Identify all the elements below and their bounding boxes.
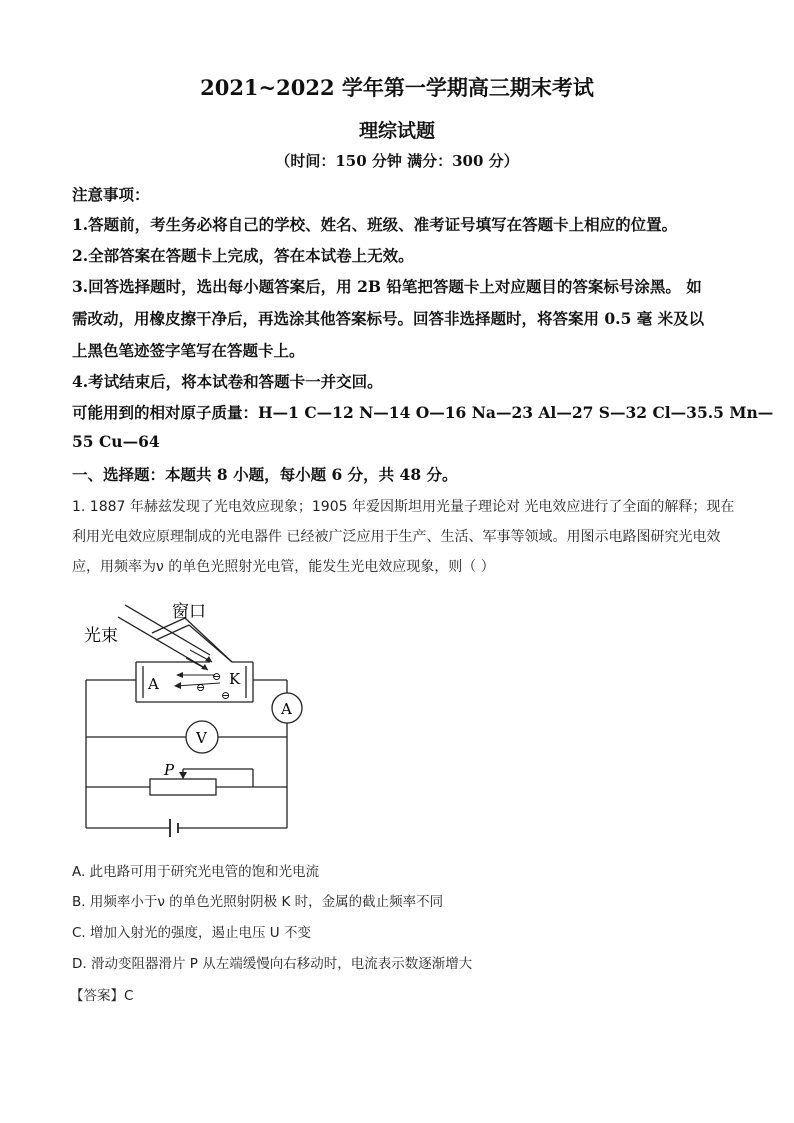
slider-label: P xyxy=(164,761,175,779)
question-1-line-2: 利用光电效应原理制成的光电器件 已经被广泛应用于生产、生活、军事等领域。用图示电路图研究光电效 xyxy=(72,529,721,545)
question-1-line-3: 应，用频率为ν 的单色光照射光电管，能发生光电效应现象，则（ ） xyxy=(72,559,495,575)
electron-mark: ⊖ xyxy=(212,670,222,683)
notice-item-2: 2.全部答案在答题卡上完成，答在本试卷上无效。 xyxy=(72,246,414,265)
cathode-label: K xyxy=(229,670,241,688)
question-1-line-1: 1. 1887 年赫兹发现了光电效应现象；1905 年爱因斯坦用光量子理论对 光电效应进行了全面的解释；现在 xyxy=(72,499,735,515)
window-label: 窗口 xyxy=(172,602,206,622)
option-a: A. 此电路可用于研究光电管的饱和光电流 xyxy=(72,864,320,880)
exam-time-info: （时间：150 分钟 满分：300 分） xyxy=(275,152,519,170)
notice-heading: 注意事项： xyxy=(72,185,150,204)
exam-title: 2021~2022 学年第一学期高三期末考试 xyxy=(200,75,594,100)
notice-item-1: 1.答题前，考生务必将自己的学校、姓名、班级、准考证号填写在答题卡上相应的位置。 xyxy=(72,215,678,234)
beam-label: 光束 xyxy=(84,626,118,646)
notice-item-3-line-2: 需改动，用橡皮擦干净后，再选涂其他答案标号。回答非选择题时，将答案用 0.5 毫 米及以 xyxy=(72,309,705,328)
electron-mark: ⊖ xyxy=(221,689,231,702)
option-b: B. 用频率小于ν 的单色光照射阴极 K 时，金属的截止频率不同 xyxy=(72,894,444,910)
answer: 【答案】C xyxy=(70,988,134,1004)
exam-subtitle: 理综试题 xyxy=(358,120,435,142)
notice-item-3-line-3: 上黑色笔迹签字笔写在答题卡上。 xyxy=(72,341,305,360)
section-heading: 一、选择题：本题共 8 小题，每小题 6 分，共 48 分。 xyxy=(72,465,458,484)
notice-item-3-line-1: 3.回答选择题时，选出每小题答案后，用 2B 铅笔把答题卡上对应题目的答案标号涂黑。 如 xyxy=(72,277,702,296)
atomic-masses-line-1: 可能用到的相对原子质量：H—1 C—12 N—14 O—16 Na—23 Al—27 S—32 Cl—35.5 Mn— xyxy=(72,403,774,422)
voltmeter-label: V xyxy=(196,729,207,747)
ammeter-label: A xyxy=(281,700,292,718)
notice-item-4: 4.考试结束后，将本试卷和答题卡一并交回。 xyxy=(72,372,383,391)
electron-mark: ⊖ xyxy=(196,681,206,694)
option-c: C. 增加入射光的强度，遏止电压 U 不变 xyxy=(72,925,311,941)
atomic-masses-line-2: 55 Cu—64 xyxy=(72,432,160,451)
anode-label: A xyxy=(148,675,159,693)
option-d: D. 滑动变阻器滑片 P 从左端缓慢向右移动时，电流表示数逐渐增大 xyxy=(72,956,473,972)
